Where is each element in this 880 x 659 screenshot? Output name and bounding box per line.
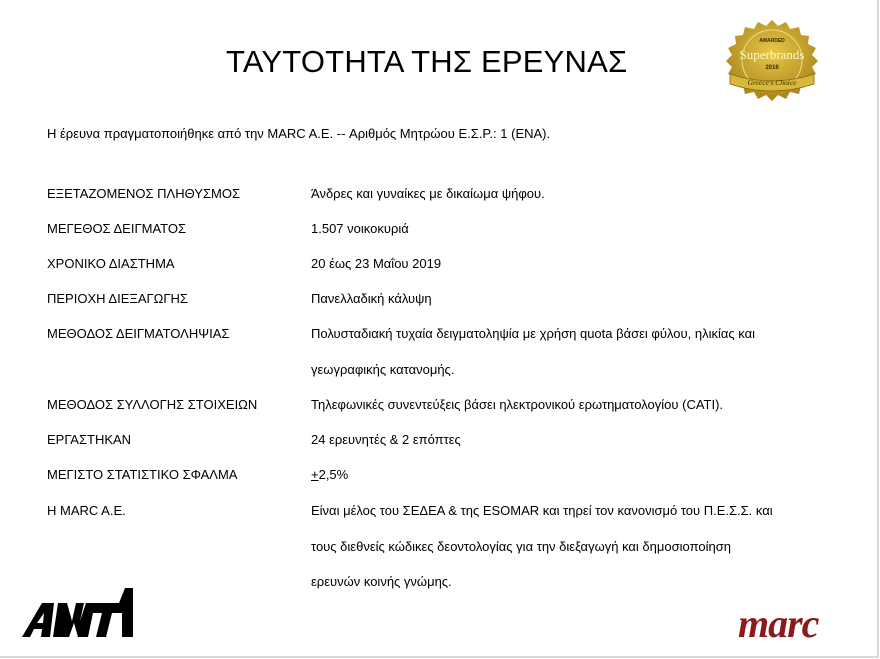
- value-time-period: 20 έως 23 Μαΐου 2019: [311, 256, 442, 271]
- value-marc: Είναι μέλος του ΣΕΔΕΑ & της ESOMAR και τηρεί τον κανονισμό του Π.Ε.Σ.Σ. και: [311, 503, 773, 518]
- page-title: ΤΑΥΤΟΤΗΤΑ ΤΗΣ ΕΡΕΥΝΑΣ: [226, 44, 628, 79]
- label-max-error: ΜΕΓΙΣΤΟ ΣΤΑΤΙΣΤΙΚΟ ΣΦΑΛΜΑ: [47, 467, 238, 482]
- value-marc-cont1: τους διεθνείς κώδικες δεοντολογίας για την διεξαγωγή και δημοσιοποίηση: [311, 539, 731, 554]
- marc-logo: marc: [738, 601, 819, 646]
- value-sampling-method-cont: γεωγραφικής κατανομής.: [311, 362, 455, 377]
- svg-text:Superbrands: Superbrands: [739, 47, 805, 62]
- svg-text:2016: 2016: [765, 65, 779, 71]
- value-sampling-method: Πολυσταδιακή τυχαία δειγματοληψία με χρήση quota βάσει φύλου, ηλικίας και: [311, 326, 755, 341]
- label-sample-size: ΜΕΓΕΘΟΣ ΔΕΙΓΜΑΤΟΣ: [47, 221, 187, 236]
- label-time-period: ΧΡΟΝΙΚΟ ΔΙΑΣΤΗΜΑ: [47, 256, 175, 271]
- max-error-number: 2,5%: [318, 467, 349, 482]
- plus-minus-sign: +: [311, 467, 319, 482]
- intro-text: Η έρευνα πραγματοποιήθηκε από την MARC A.E. -- Αριθμός Μητρώου Ε.Σ.Ρ.: 1 (ΕΝΑ).: [47, 126, 551, 141]
- label-collection-method: ΜΕΘΟΔΟΣ ΣΥΛΛΟΓΗΣ ΣΤΟΙΧΕΙΩΝ: [47, 397, 258, 412]
- value-area: Πανελλαδική κάλυψη: [311, 291, 432, 306]
- label-marc: Η MARC A.E.: [47, 503, 126, 518]
- label-area: ΠΕΡΙΟΧΗ ΔΙΕΞΑΓΩΓΗΣ: [47, 291, 188, 306]
- ant1-logo-icon: [20, 585, 135, 640]
- label-sampling-method: ΜΕΘΟΔΟΣ ΔΕΙΓΜΑΤΟΛΗΨΙΑΣ: [47, 326, 230, 341]
- svg-text:Greece's Choice: Greece's Choice: [747, 78, 797, 87]
- superbrands-badge-icon: [722, 18, 822, 106]
- svg-text:AWARDED: AWARDED: [759, 38, 785, 44]
- value-population: Άνδρες και γυναίκες με δικαίωμα ψήφου.: [311, 186, 545, 201]
- value-marc-cont2: ερευνών κοινής γνώμης.: [311, 574, 452, 589]
- value-max-error: [311, 467, 348, 482]
- label-staff: ΕΡΓΑΣΤΗΚΑΝ: [47, 432, 132, 447]
- value-staff: 24 ερευνητές & 2 επόπτες: [311, 432, 461, 447]
- value-sample-size: 1.507 νοικοκυριά: [311, 221, 409, 236]
- value-collection-method: Τηλεφωνικές συνεντεύξεις βάσει ηλεκτρονικού ερωτηματολογίου (CATI).: [311, 397, 724, 412]
- label-population: ΕΞΕΤΑΖΟΜΕΝΟΣ ΠΛΗΘΥΣΜΟΣ: [47, 186, 240, 201]
